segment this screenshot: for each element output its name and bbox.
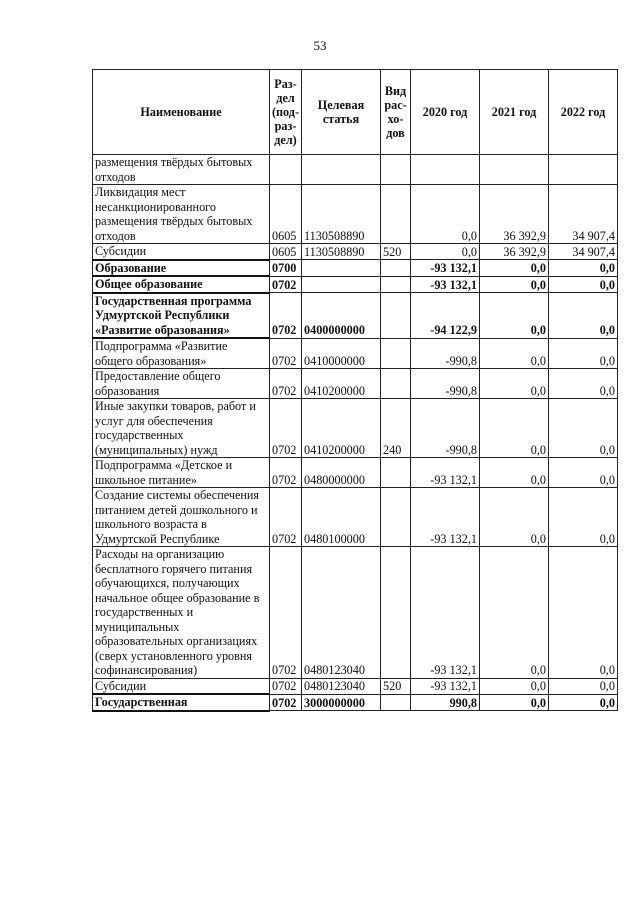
header-expense-type: Вид рас- хо- дов xyxy=(381,70,411,155)
header-name: Наименование xyxy=(93,70,270,155)
cell-section: 0702 xyxy=(270,694,302,711)
cell-2022: 0,0 xyxy=(549,547,618,679)
cell-expense-type xyxy=(381,293,411,339)
cell-expense-type xyxy=(381,155,411,185)
header-section: Раз- дел (под- раз- дел) xyxy=(270,70,302,155)
cell-2021: 0,0 xyxy=(480,399,549,458)
cell-expense-type xyxy=(381,694,411,711)
cell-2022: 0,0 xyxy=(549,276,618,293)
table-row xyxy=(93,260,618,277)
cell-2021: 0,0 xyxy=(480,338,549,369)
cell-section: 0605 xyxy=(270,185,302,244)
table-row xyxy=(93,338,618,369)
table-row xyxy=(93,155,618,185)
table-row xyxy=(93,399,618,458)
table-row xyxy=(93,694,618,711)
cell-expense-type xyxy=(381,338,411,369)
cell-target: 3000000000 xyxy=(302,694,381,711)
cell-name: Подпрограмма «Развитие общего образования» xyxy=(93,338,270,369)
cell-section: 0702 xyxy=(270,276,302,293)
cell-name: размещения твёрдых бытовых отходов xyxy=(93,155,270,185)
cell-2022: 0,0 xyxy=(549,678,618,694)
cell-target: 0410200000 xyxy=(302,399,381,458)
cell-2021: 0,0 xyxy=(480,547,549,679)
cell-target: 0400000000 xyxy=(302,293,381,339)
cell-2021: 0,0 xyxy=(480,369,549,399)
table-row xyxy=(93,293,618,339)
cell-2022: 0,0 xyxy=(549,694,618,711)
cell-2020: 0,0 xyxy=(411,244,480,260)
cell-target: 0480123040 xyxy=(302,547,381,679)
cell-2020: -990,8 xyxy=(411,399,480,458)
cell-2021: 0,0 xyxy=(480,260,549,277)
cell-target: 0480100000 xyxy=(302,488,381,547)
cell-section: 0702 xyxy=(270,458,302,488)
cell-name: Создание системы обеспечения питанием детей дошкольного и школьного возраста в Удмуртской Республике xyxy=(93,488,270,547)
cell-target: 0480123040 xyxy=(302,678,381,694)
cell-2020: -94 122,9 xyxy=(411,293,480,339)
cell-section: 0700 xyxy=(270,260,302,277)
cell-target: 0480000000 xyxy=(302,458,381,488)
cell-2020: -93 132,1 xyxy=(411,678,480,694)
cell-2021 xyxy=(480,155,549,185)
table-row xyxy=(93,369,618,399)
cell-expense-type: 240 xyxy=(381,399,411,458)
header-2021: 2021 год xyxy=(480,70,549,155)
cell-2022 xyxy=(549,155,618,185)
cell-name: Образование xyxy=(93,260,270,277)
cell-expense-type xyxy=(381,488,411,547)
cell-2021: 0,0 xyxy=(480,293,549,339)
cell-section: 0702 xyxy=(270,547,302,679)
cell-expense-type xyxy=(381,458,411,488)
cell-target: 1130508890 xyxy=(302,244,381,260)
cell-name: Ликвидация мест несанкционированного размещения твёрдых бытовых отходов xyxy=(93,185,270,244)
cell-expense-type xyxy=(381,276,411,293)
cell-2022: 0,0 xyxy=(549,488,618,547)
table-row xyxy=(93,276,618,293)
cell-2020: -93 132,1 xyxy=(411,260,480,277)
header-2020: 2020 год xyxy=(411,70,480,155)
cell-2020: 990,8 xyxy=(411,694,480,711)
header-2022: 2022 год xyxy=(549,70,618,155)
table-row xyxy=(93,678,618,694)
cell-2021: 0,0 xyxy=(480,678,549,694)
cell-section: 0702 xyxy=(270,678,302,694)
cell-section xyxy=(270,155,302,185)
table-row xyxy=(93,488,618,547)
cell-2020: -93 132,1 xyxy=(411,276,480,293)
cell-2020: -93 132,1 xyxy=(411,547,480,679)
budget-table xyxy=(92,69,618,712)
cell-section: 0702 xyxy=(270,338,302,369)
cell-2020: -93 132,1 xyxy=(411,458,480,488)
cell-expense-type xyxy=(381,260,411,277)
cell-2022: 34 907,4 xyxy=(549,185,618,244)
cell-2021: 0,0 xyxy=(480,276,549,293)
cell-2021: 36 392,9 xyxy=(480,244,549,260)
table-row xyxy=(93,244,618,260)
cell-expense-type xyxy=(381,547,411,679)
cell-2022: 0,0 xyxy=(549,458,618,488)
cell-section: 0702 xyxy=(270,369,302,399)
table-header-row xyxy=(93,70,618,155)
cell-section: 0702 xyxy=(270,488,302,547)
cell-section: 0605 xyxy=(270,244,302,260)
cell-name: Государственная программа Удмуртской Республики «Развитие образования» xyxy=(93,293,270,339)
page-number: 53 xyxy=(313,38,327,53)
cell-target xyxy=(302,155,381,185)
cell-target: 0410200000 xyxy=(302,369,381,399)
cell-target: 1130508890 xyxy=(302,185,381,244)
cell-expense-type: 520 xyxy=(381,244,411,260)
cell-2021: 0,0 xyxy=(480,488,549,547)
cell-name: Субсидии xyxy=(93,678,270,694)
table-body xyxy=(93,155,618,711)
cell-name: Субсидии xyxy=(93,244,270,260)
cell-name: Иные закупки товаров, работ и услуг для обеспечения государственных (муниципальных) нужд xyxy=(93,399,270,458)
cell-expense-type xyxy=(381,369,411,399)
cell-name: Предоставление общего образования xyxy=(93,369,270,399)
table-row xyxy=(93,185,618,244)
cell-target: 0410000000 xyxy=(302,338,381,369)
cell-target xyxy=(302,276,381,293)
cell-2022: 0,0 xyxy=(549,260,618,277)
cell-2022: 0,0 xyxy=(549,293,618,339)
cell-expense-type: 520 xyxy=(381,678,411,694)
cell-2021: 36 392,9 xyxy=(480,185,549,244)
cell-section: 0702 xyxy=(270,293,302,339)
cell-2022: 0,0 xyxy=(549,369,618,399)
cell-2020: 0,0 xyxy=(411,185,480,244)
cell-name: Общее образование xyxy=(93,276,270,293)
cell-expense-type xyxy=(381,185,411,244)
cell-2021: 0,0 xyxy=(480,694,549,711)
cell-2020: -990,8 xyxy=(411,338,480,369)
cell-2021: 0,0 xyxy=(480,458,549,488)
cell-name: Расходы на организацию бесплатного горячего питания обучающихся, получающих начальное общее образование в государственных и муниципальных образовательных организациях (сверх установленного уровня софинансирования) xyxy=(93,547,270,679)
cell-2022: 34 907,4 xyxy=(549,244,618,260)
cell-target xyxy=(302,260,381,277)
cell-2020: -93 132,1 xyxy=(411,488,480,547)
header-target: Целевая статья xyxy=(302,70,381,155)
table-row xyxy=(93,547,618,679)
cell-name: Подпрограмма «Детское и школьное питание» xyxy=(93,458,270,488)
cell-2022: 0,0 xyxy=(549,399,618,458)
cell-name: Государственная xyxy=(93,694,270,711)
cell-2022: 0,0 xyxy=(549,338,618,369)
cell-section: 0702 xyxy=(270,399,302,458)
cell-2020: -990,8 xyxy=(411,369,480,399)
cell-2020 xyxy=(411,155,480,185)
table-row xyxy=(93,458,618,488)
